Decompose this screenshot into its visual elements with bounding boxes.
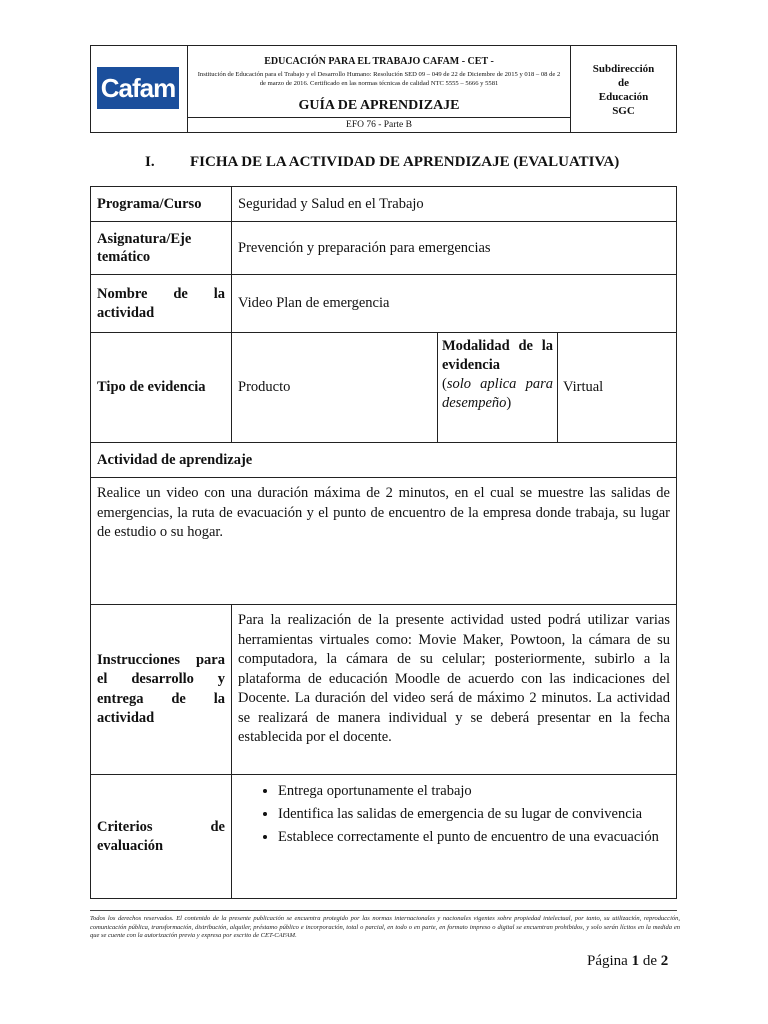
guide-title: GUÍA DE APRENDIZAJE — [298, 98, 460, 113]
modalidad-label-cell — [438, 333, 558, 442]
row-nombre — [91, 275, 676, 333]
instrucciones-label-cell — [91, 605, 232, 774]
copyright-notice: Todos los derechos reservados. El contenido de la presente publicación se encuentra protegido por las normas internacionales y nacionales vigentes sobre propiedad intelectual, por tanto, su utilización, reproducción, comunicación pública, transformación, distribución, alquiler, préstamo público e incorporación, total o parcial, en todo o en parte, en formato impreso o digital se encuentran prohibidos, y solo serán lícitos en la medida en que se cuente con la autorización previa y expresa por escrito de CET-CAFAM. — [90, 915, 680, 939]
row-asignatura — [91, 222, 676, 275]
actividad-label: Actividad de aprendizaje — [97, 451, 253, 468]
section-title: FICHA DE LA ACTIVIDAD DE APRENDIZAJE (EVALUATIVA) — [190, 154, 620, 170]
modalidad-value: Virtual — [563, 379, 604, 395]
sgc-line: SGC — [612, 105, 635, 117]
subdireccion-line: Subdirección — [592, 63, 655, 75]
page-of: de — [642, 953, 657, 969]
criterios-label-cell — [91, 775, 232, 899]
criterio-item: • Identifica las salidas de emergencia de su lugar de convivencia — [278, 804, 670, 825]
programa-value: Seguridad y Salud en el Trabajo — [238, 195, 424, 212]
nombre-label-cell — [91, 275, 232, 332]
tipo-label: Tipo de evidencia — [91, 333, 232, 442]
nombre-label: Nombre de la actividad — [97, 285, 225, 321]
section-number: I. — [145, 154, 155, 170]
tipo-value: Producto — [232, 333, 438, 442]
criterios-list-cell — [232, 775, 676, 899]
header-center — [188, 46, 571, 132]
criterio-item: • Entrega oportunamente el trabajo — [278, 781, 670, 802]
de-line: de — [618, 77, 629, 89]
row-criterios — [91, 775, 676, 899]
modalidad-label: Modalidad de la evidencia — [442, 338, 553, 373]
asignatura-value: Prevención y preparación para emergencias — [238, 239, 491, 256]
cafam-logo: Cafam — [97, 67, 179, 109]
document-code: EFO 76 - Parte B — [188, 117, 570, 133]
educacion-line: Educación — [598, 91, 649, 103]
row-instrucciones — [91, 605, 676, 775]
footer-divider — [90, 910, 677, 911]
instrucciones-text: Para la realización de la presente actividad usted podrá utilizar varias herramientas virtuales como: Movie Maker, Powtoon, la cámara de su computadora, la cámara de su celular; posteriormente, subirlo a la plataforma de educación Moodle de acuerdo con las indicaciones del Docente. La duración del video será de máximo 2 minutos. La actividad se realizará de manera individual y se deberá presentar en la fecha establecida por el docente. — [238, 612, 670, 745]
institution-title: EDUCACIÓN PARA EL TRABAJO CAFAM - CET - — [264, 56, 494, 67]
instrucciones-label: Instrucciones para el desarrollo y entrega de la actividad — [97, 651, 225, 726]
nombre-value: Video Plan de emergencia — [238, 295, 390, 311]
page-number — [587, 953, 668, 970]
logo-cell — [91, 46, 188, 132]
programa-label: Programa/Curso — [91, 187, 232, 221]
activity-table — [90, 186, 677, 899]
page-current: 1 — [631, 953, 640, 969]
page-total: 2 — [660, 953, 669, 969]
criterios-list — [232, 781, 670, 848]
criterio-item: • Establece correctamente el punto de encuentro de una evacuación — [278, 827, 670, 848]
institution-subtitle: Institución de Educación para el Trabajo y el Desarrollo Humano: Resolución SED 09 – 049 de 22 de Diciembre de 2015 y 018 – 08 de 2 de marzo de 2016. Certificado en las normas técnicas de calidad NTC 5555 – 5666 y 5581 — [197, 71, 561, 87]
actividad-text: Realice un video con una duración máxima de 2 minutos, en el cual se muestre las salidas de emergencias, la ruta de evacuación y el punto de encuentro de la empresa donde trabaja, su lugar de estudio o su hogar. — [97, 485, 670, 540]
row-actividad-header — [91, 443, 676, 478]
row-programa — [91, 187, 676, 222]
document-header — [90, 45, 677, 133]
page-word: Página — [587, 953, 628, 969]
row-actividad-text — [91, 478, 676, 605]
row-tipo — [91, 333, 676, 443]
asignatura-label: Asignatura/Eje temático — [91, 222, 232, 274]
criterios-label: Criterios de evaluación — [97, 818, 225, 854]
header-right — [571, 46, 676, 132]
modalidad-note: (solo aplica para desempeño) — [442, 376, 553, 411]
